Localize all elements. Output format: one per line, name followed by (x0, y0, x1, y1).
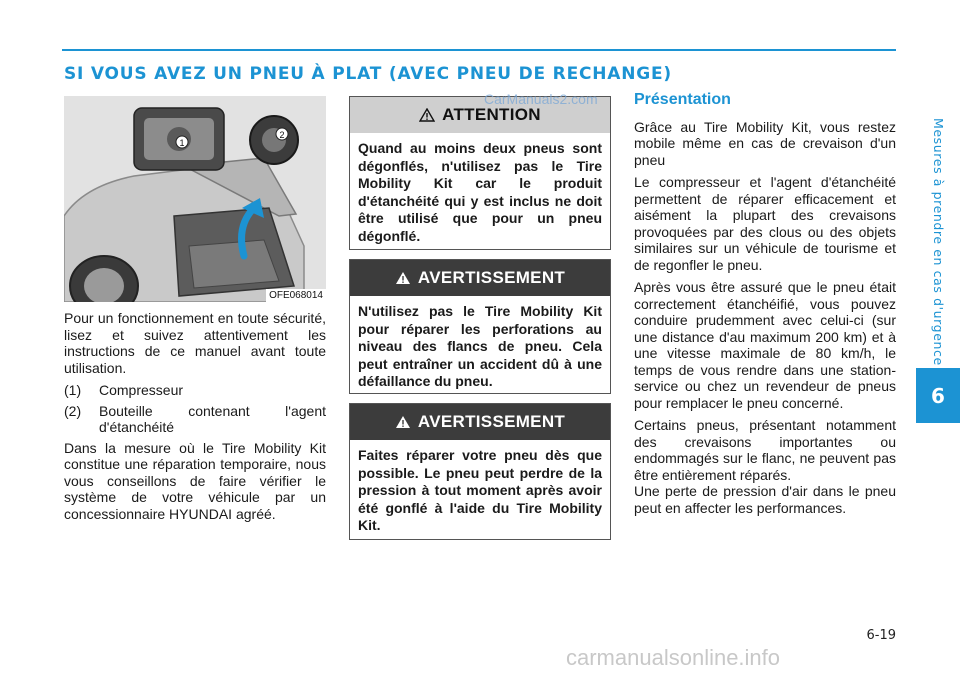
attention-box (349, 96, 611, 250)
tire-mobility-kit-figure (64, 96, 326, 302)
list-number: (2) (64, 402, 82, 419)
callout-1: 1 (179, 138, 185, 148)
warning-header (350, 404, 610, 440)
warning-box-repair (349, 403, 611, 540)
warning-triangle-icon (395, 415, 411, 429)
warning-triangle-icon (395, 271, 411, 285)
warning-title: AVERTISSEMENT (417, 268, 566, 287)
body-paragraph: Grâce au Tire Mobility Kit, vous restez mobile même en cas de crevaison d'un pneu (634, 118, 896, 168)
warning-text: N'utilisez pas le Tire Mobility Kit pour réparer les perforations au niveau des flancs de pneu. Cela peut entraîner un accident dû à une défaillance du pneu. (358, 303, 602, 389)
figure-code: OFE068014 (266, 289, 326, 302)
side-chapter-label: Mesures à prendre en cas d'urgence (931, 118, 946, 366)
section-title: SI VOUS AVEZ UN PNEU À PLAT (AVEC PNEU DE RECHANGE) (64, 64, 673, 84)
body-paragraph: Le compresseur et l'agent d'étanchéité permettent de réparer efficacement et aisément la plupart des crevaisons provoquées par des clous ou des objets similaires sur un véhicule de tourisme et de regonfler le pneu. (634, 174, 896, 273)
intro-paragraph: Pour un fonctionnement en toute sécurité, lisez et suivez attentivement les instructions de ce manuel avant toute utilisation. (64, 310, 326, 376)
attention-title: ATTENTION (442, 105, 541, 124)
header-rule (62, 49, 896, 51)
watermark-bottom: carmanualsonline.info (566, 645, 781, 670)
car-trunk-illustration (64, 96, 326, 302)
body-paragraph: Certains pneus, présentant notamment des crevaisons importantes ou endommagés sur le flanc, ne peuvent pas être entièrement réparés. (634, 417, 896, 483)
attention-text: Quand au moins deux pneus sont dégonflés, n'utilisez pas le Tire Mobility Kit car le produit d'étanchéité qui y est inclus ne doit être utilisé que pour un pneu dégonflé. (358, 140, 602, 244)
list-number: (1) (64, 382, 82, 398)
callout-2: 2 (279, 130, 285, 140)
warning-triangle-icon (419, 108, 435, 122)
warning-box-sidewall (349, 259, 611, 394)
warning-title: AVERTISSEMENT (417, 412, 566, 431)
left-column (64, 310, 326, 528)
chapter-number: 6 (931, 383, 945, 408)
warning-text: Faites réparer votre pneu dès que possible. Le pneu peut perdre de la pression à tout moment après avoir été gonflé à l'aide du Tire Mobility Kit. (358, 447, 602, 533)
presentation-heading: Présentation (634, 91, 731, 108)
chapter-tab[interactable] (916, 368, 960, 423)
list-text: Bouteille contenant l'agent d'étanchéité (99, 402, 326, 435)
page-number: 6-19 (866, 628, 896, 643)
watermark-top: CarManuals2.com (484, 91, 598, 107)
closing-paragraph: Dans la mesure où le Tire Mobility Kit constitue une réparation temporaire, nous vous conseillons de faire vérifier le système de votre véhicule par un concessionnaire HYUNDAI agréé. (64, 439, 326, 522)
body-paragraph: Après vous être assuré que le pneu était correctement étanchéifié, vous pouvez conduire prudemment avec celui-ci (sur une distance d'au maximum 200 km) et à une vitesse maximale de 80 km/h, le temps de vous rendre dans une station-service ou chez un revendeur de pneus pour remplacer le pneu concerné. (634, 279, 896, 411)
body-paragraph: Une perte de pression d'air dans le pneu peut en affecter les performances. (634, 483, 896, 516)
right-column (634, 92, 896, 522)
list-item (64, 403, 326, 436)
list-item (64, 382, 326, 399)
list-text: Compresseur (99, 382, 184, 398)
warning-header (350, 260, 610, 296)
